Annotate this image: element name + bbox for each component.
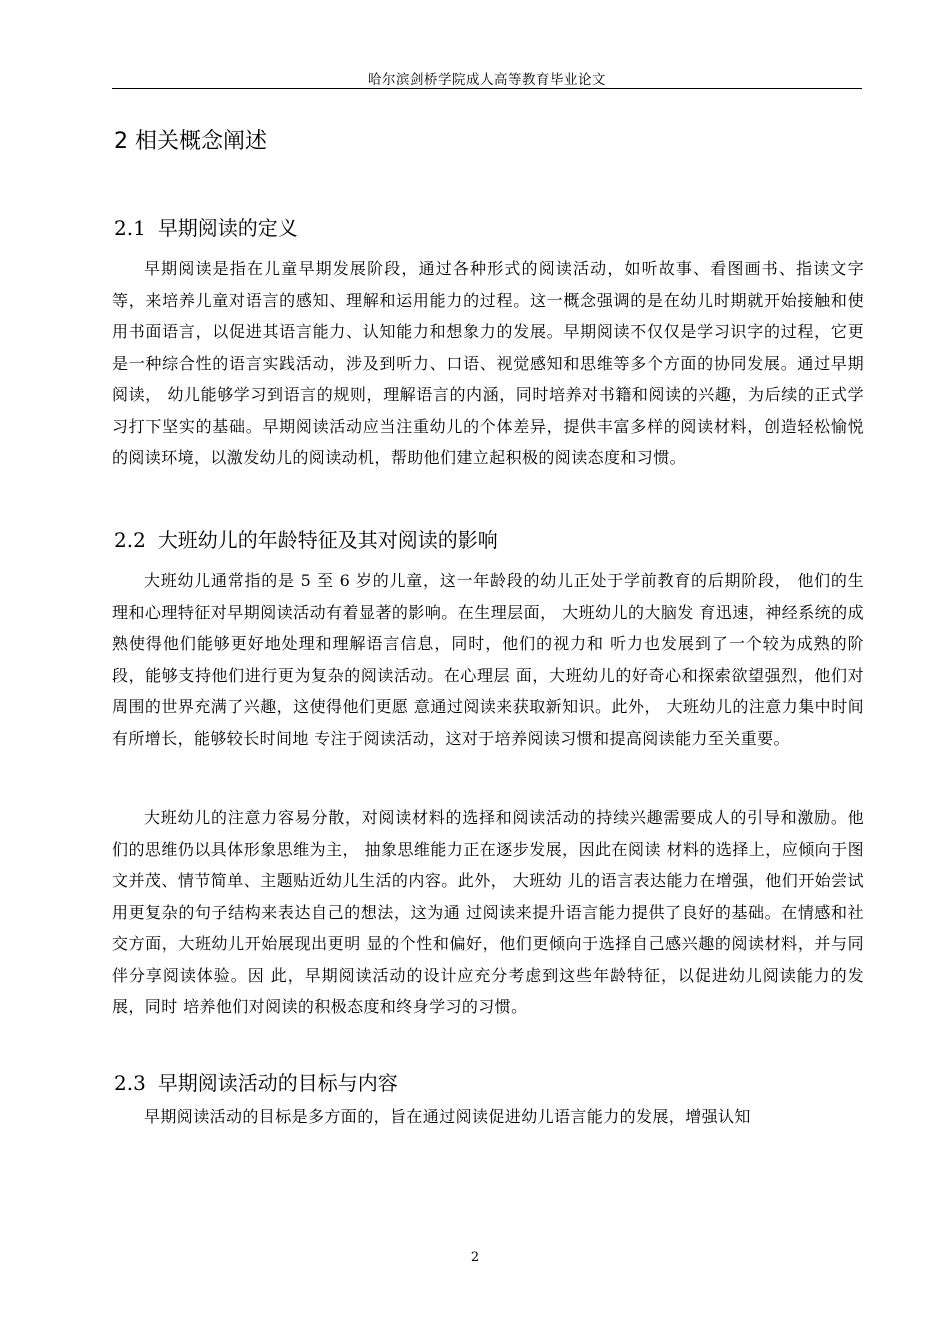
section-number: 2.3 — [114, 1071, 146, 1095]
header-rule — [112, 88, 862, 89]
section-number: 2.1 — [114, 216, 146, 240]
running-header: 哈尔滨剑桥学院成人高等教育毕业论文 — [368, 72, 606, 88]
section-title-text: 早期阅读活动的目标与内容 — [157, 1071, 398, 1095]
paragraph-2-3-1: 早期阅读活动的目标是多方面的，旨在通过阅读促进幼儿语言能力的发展，增强认知 — [144, 1107, 751, 1126]
chapter-title — [114, 124, 267, 155]
section-title-2-2 — [114, 524, 498, 553]
section-number: 2.2 — [114, 528, 146, 552]
page-number: 2 — [470, 1250, 480, 1265]
chapter-title-text: 相关概念阐述 — [135, 129, 268, 154]
section-title-text: 早期阅读的定义 — [157, 216, 298, 240]
paragraph-2-1-1: 早期阅读是指在儿童早期发展阶段，通过各种形式的阅读活动，如听故事、看图画书、指读文字等，来培养儿童对语言的感知、理解和运用能力的过程。这一概念强调的是在幼儿时期就开始接触和使用书面语言，以促进其语言能力、认知能力和想象力的发展。早期阅读不仅仅是学习识字的过程，它更是一种综合性的语言实践活动，涉及到听力、口语、视觉感知和思维等多个方面的协同发展。通过早期阅读， 幼儿能够学习到语言的规则，理解语言的内涵，同时培养对书籍和阅读的兴趣，为后续的正式学习打下坚实的基础。早期阅读活动应当注重幼儿的个体差异，提供丰富多样的阅读材料，创造轻松愉悦的阅读环境，以激发幼儿的阅读动机，帮助他们建立起积极的阅读态度和习惯。 — [112, 259, 864, 467]
section-title-text: 大班幼儿的年龄特征及其对阅读的影响 — [157, 528, 498, 552]
paragraph-2-2-2: 大班幼儿的注意力容易分散，对阅读材料的选择和阅读活动的持续兴趣需要成人的引导和激励。他们的思维仍以具体形象思维为主， 抽象思维能力正在逐步发展，因此在阅读 材料的选择上，应倾向于图文并茂、情节简单、主题贴近幼儿生活的内容。此外， 大班幼 儿的语言表达能力在增强，他们开始尝试用更复杂的句子结构来表达自己的想法，这为通 过阅读来提升语言能力提供了良好的基础。在情感和社交方面，大班幼儿开始展现出更明 显的个性和偏好，他们更倾向于选择自己感兴趣的阅读材料，并与同伴分享阅读体验。因 此，早期阅读活动的设计应充分考虑到这些年龄特征，以促进幼儿阅读能力的发展，同时 培养他们对阅读的积极态度和终身学习的习惯。 — [112, 808, 864, 1016]
chapter-number: 2 — [114, 129, 128, 154]
section-title-2-1 — [114, 212, 298, 241]
section-title-2-3 — [114, 1067, 398, 1096]
paragraph-2-2-1: 大班幼儿通常指的是 5 至 6 岁的儿童，这一年龄段的幼儿正处于学前教育的后期阶段， 他们的生理和心理特征对早期阅读活动有着显著的影响。在生理层面， 大班幼儿的大脑发 育迅速，神经系统的成熟使得他们能够更好地处理和理解语言信息，同时，他们的视力和 听力也发展到了一个较为成熟的阶段，能够支持他们进行更为复杂的阅读活动。在心理层 面，大班幼儿的好奇心和探索欲望强烈，他们对周围的世界充满了兴趣，这使得他们更愿 意通过阅读来获取新知识。此外， 大班幼儿的注意力集中时间有所增长，能够较长时间地 专注于阅读活动，这对于培养阅读习惯和提高阅读能力至关重要。 — [112, 571, 864, 748]
